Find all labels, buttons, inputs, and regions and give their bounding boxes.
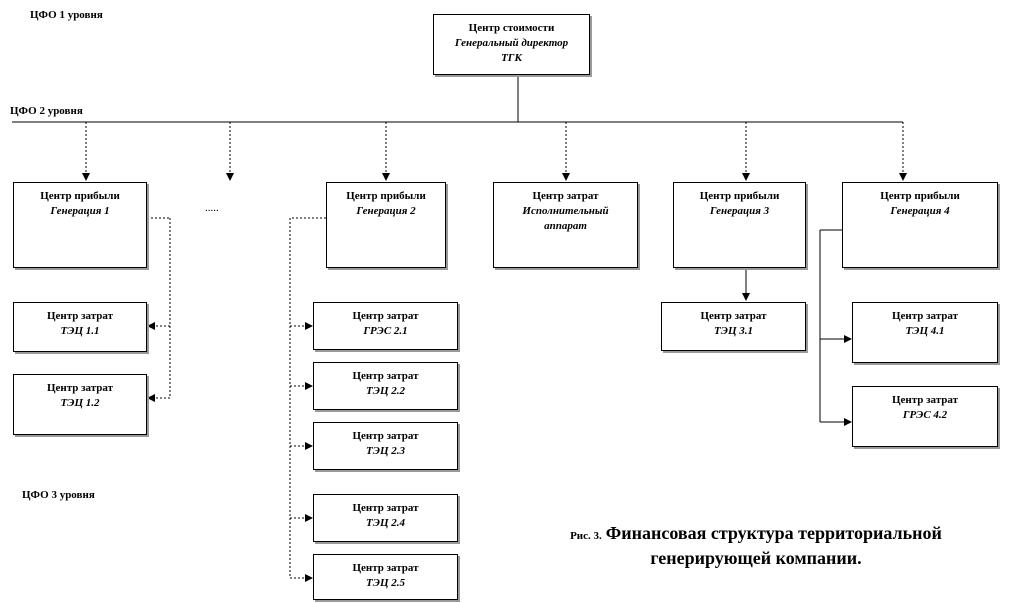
node-unit: ГРЭС 4.2 — [902, 409, 948, 421]
cost-center-tec-1-2 — [13, 374, 147, 435]
cost-center-tec-2-4 — [313, 494, 458, 542]
node-kind: Центр затрат — [46, 310, 114, 322]
node-unit: Генерация 3 — [709, 205, 770, 217]
node-unit: Генерация 2 — [356, 205, 416, 217]
node-unit: ТЭЦ 2.2 — [365, 385, 405, 397]
level-3-label: ЦФО 3 уровня — [22, 489, 95, 501]
node-unit: аппарат — [544, 220, 587, 232]
node-unit: Генерация 4 — [890, 205, 950, 217]
node-unit: ТЭЦ 4.1 — [905, 325, 945, 337]
cost-center-tec-4-1 — [852, 302, 998, 363]
node-unit: ТЭЦ 2.3 — [365, 445, 405, 457]
cost-center-tec-1-1 — [13, 302, 147, 352]
node-unit: Генеральный директор — [454, 37, 569, 49]
node-kind: Центр затрат — [352, 562, 419, 574]
node-kind: Центр прибыли — [699, 190, 780, 202]
node-unit: ГРЭС 2.1 — [363, 325, 408, 337]
figure-label: Рис. 3. — [570, 530, 602, 542]
profit-center-generation-3 — [673, 182, 806, 268]
node-unit: Генерация 1 — [50, 205, 110, 217]
node-kind: Центр стоимости — [468, 22, 555, 34]
node-unit: ТЭЦ 2.5 — [365, 577, 405, 589]
cost-center-tec-2-3 — [313, 422, 458, 470]
cost-center-executive-office — [493, 182, 638, 268]
node-kind: Центр прибыли — [346, 190, 426, 202]
node-unit: ТЭЦ 2.4 — [365, 517, 405, 529]
profit-center-generation-1 — [13, 182, 147, 268]
node-unit: ТЭЦ 1.1 — [60, 325, 100, 337]
cost-center-tec-2-5 — [313, 554, 458, 600]
node-unit: Исполнительный — [522, 205, 609, 217]
node-kind: Центр затрат — [891, 394, 959, 406]
caption-title-line-2: генерирующей компании. — [650, 548, 862, 568]
node-kind: Центр затрат — [891, 310, 959, 322]
node-kind: Центр затрат — [352, 310, 419, 322]
caption-title-line-1: Финансовая структура территориальной — [605, 523, 942, 543]
cost-center-tec-2-2 — [313, 362, 458, 410]
caption-line-1 — [556, 522, 956, 547]
node-kind: Центр затрат — [352, 430, 419, 442]
node-unit: ТЭЦ 1.2 — [60, 397, 100, 409]
node-kind: Центр затрат — [352, 502, 419, 514]
profit-center-generation-2 — [326, 182, 446, 268]
node-kind: Центр затрат — [700, 310, 767, 322]
ellipsis-marker: ..... — [205, 202, 219, 214]
node-unit: ТЭЦ 3.1 — [713, 325, 753, 337]
cost-center-gres-2-1 — [313, 302, 458, 350]
node-kind: Центр прибыли — [40, 190, 120, 202]
cost-center-tec-3-1 — [661, 302, 806, 351]
node-kind: Центр затрат — [352, 370, 419, 382]
figure-caption — [556, 522, 956, 569]
root-cost-center-box — [433, 14, 590, 75]
cost-center-gres-4-2 — [852, 386, 998, 447]
node-kind: Центр затрат — [46, 382, 114, 394]
node-kind: Центр затрат — [532, 190, 599, 202]
level-2-label: ЦФО 2 уровня — [10, 105, 83, 117]
level-1-label: ЦФО 1 уровня — [30, 9, 103, 21]
node-unit: ТГК — [501, 52, 522, 64]
node-kind: Центр прибыли — [880, 190, 960, 202]
profit-center-generation-4 — [842, 182, 998, 268]
